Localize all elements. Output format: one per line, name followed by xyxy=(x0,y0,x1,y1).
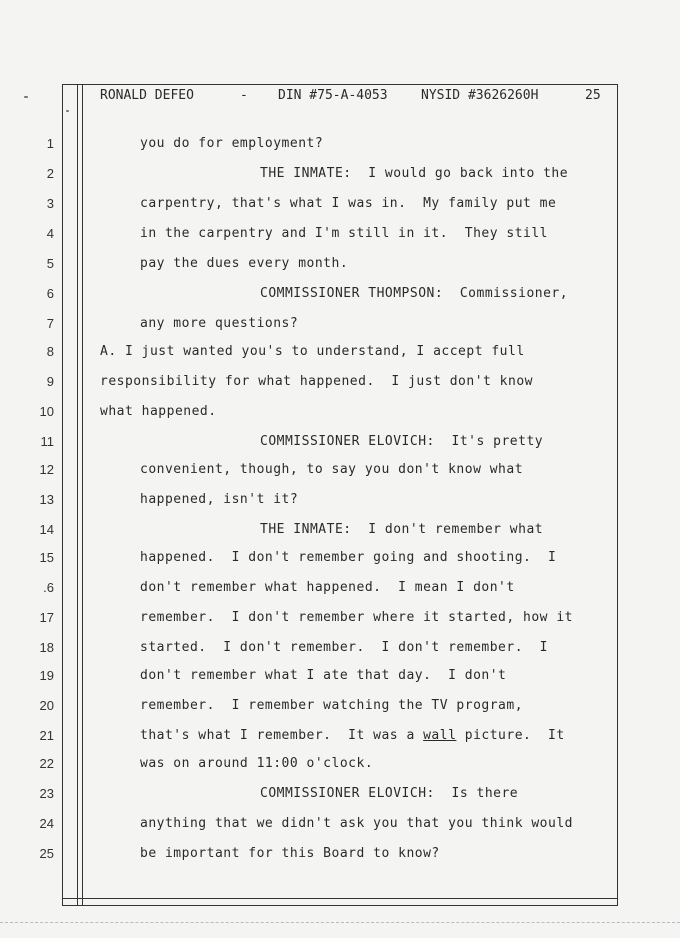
transcript-line: happened, isn't it? xyxy=(140,492,299,507)
transcript-line: carpentry, that's what I was in. My family put me xyxy=(140,196,557,211)
line-number: 11 xyxy=(40,434,54,449)
transcript-line: any more questions? xyxy=(140,316,299,331)
transcript-line: THE INMATE: I would go back into the xyxy=(260,166,569,181)
transcript-line: don't remember what I ate that day. I don't xyxy=(140,668,507,683)
line-number: 6 xyxy=(46,286,54,301)
frame-top-rule xyxy=(62,84,618,85)
line-number: 2 xyxy=(46,166,54,181)
line-number: 1 xyxy=(46,136,54,151)
transcript-line: remember. I remember watching the TV program, xyxy=(140,698,524,713)
line-number: .6 xyxy=(43,580,54,595)
transcript-line: happened. I don't remember going and shooting. I xyxy=(140,550,557,565)
transcript-line: COMMISSIONER ELOVICH: It's pretty xyxy=(260,434,544,449)
transcript-line: anything that we didn't ask you that you think would xyxy=(140,816,573,831)
transcript-line: COMMISSIONER THOMPSON: Commissioner, xyxy=(260,286,569,301)
line-number: 24 xyxy=(39,816,54,831)
transcript-line: started. I don't remember. I don't remember. I xyxy=(140,640,549,655)
line-number: 22 xyxy=(39,756,54,771)
line-number: 3 xyxy=(46,196,54,211)
line-number: 12 xyxy=(39,462,54,477)
line-number: 14 xyxy=(39,522,54,537)
frame-inner-left-rule xyxy=(77,84,78,906)
transcript-line: you do for employment? xyxy=(140,136,324,151)
line-number: 18 xyxy=(39,640,54,655)
transcript-line: don't remember what happened. I mean I don't xyxy=(140,580,515,595)
page-number: 25 xyxy=(585,88,601,103)
line-number: 5 xyxy=(46,256,54,271)
frame-inner-left-rule-2 xyxy=(82,84,83,906)
transcript-line: what happened. xyxy=(100,404,217,419)
transcript-line: responsibility for what happened. I just don't know xyxy=(100,374,533,389)
transcript-line: in the carpentry and I'm still in it. They still xyxy=(140,226,549,241)
transcript-line-part: that's what I remember. It was a xyxy=(140,728,424,743)
frame-bottom-rule-2 xyxy=(62,905,618,906)
page-edge-line xyxy=(0,922,680,923)
line-number: 13 xyxy=(39,492,54,507)
transcript-line xyxy=(140,728,565,743)
transcript-line: convenient, though, to say you don't know what xyxy=(140,462,524,477)
frame-bottom-rule xyxy=(62,898,618,899)
line-number: 21 xyxy=(39,728,54,743)
frame-outer-left-rule xyxy=(62,84,63,906)
scan-speck xyxy=(66,110,69,112)
transcript-line: pay the dues every month. xyxy=(140,256,349,271)
line-number: 7 xyxy=(46,316,54,331)
transcript-line: be important for this Board to know? xyxy=(140,846,440,861)
header-nysid: NYSID #3626260H xyxy=(421,88,539,103)
line-number: 8 xyxy=(46,344,54,359)
header-din: DIN #75-A-4053 xyxy=(278,88,388,103)
header-separator: - xyxy=(240,88,248,103)
underlined-word: wall xyxy=(423,728,457,743)
line-number: 25 xyxy=(39,846,54,861)
transcript-line: remember. I don't remember where it started, how it xyxy=(140,610,573,625)
scan-speck xyxy=(24,96,28,98)
line-number: 17 xyxy=(39,610,54,625)
line-number: 20 xyxy=(39,698,54,713)
frame-right-rule xyxy=(617,84,618,906)
transcript-line-part: picture. It xyxy=(456,728,565,743)
transcript-line: THE INMATE: I don't remember what xyxy=(260,522,544,537)
header-inmate-name: RONALD DEFEO xyxy=(100,88,194,103)
transcript-line: COMMISSIONER ELOVICH: Is there xyxy=(260,786,519,801)
line-number: 15 xyxy=(39,550,54,565)
line-number: 10 xyxy=(39,404,54,419)
transcript-line: was on around 11:00 o'clock. xyxy=(140,756,374,771)
line-number: 4 xyxy=(46,226,54,241)
transcript-line: A. I just wanted you's to understand, I accept full xyxy=(100,344,525,359)
line-number: 19 xyxy=(39,668,54,683)
line-number: 23 xyxy=(39,786,54,801)
line-number: 9 xyxy=(46,374,54,389)
